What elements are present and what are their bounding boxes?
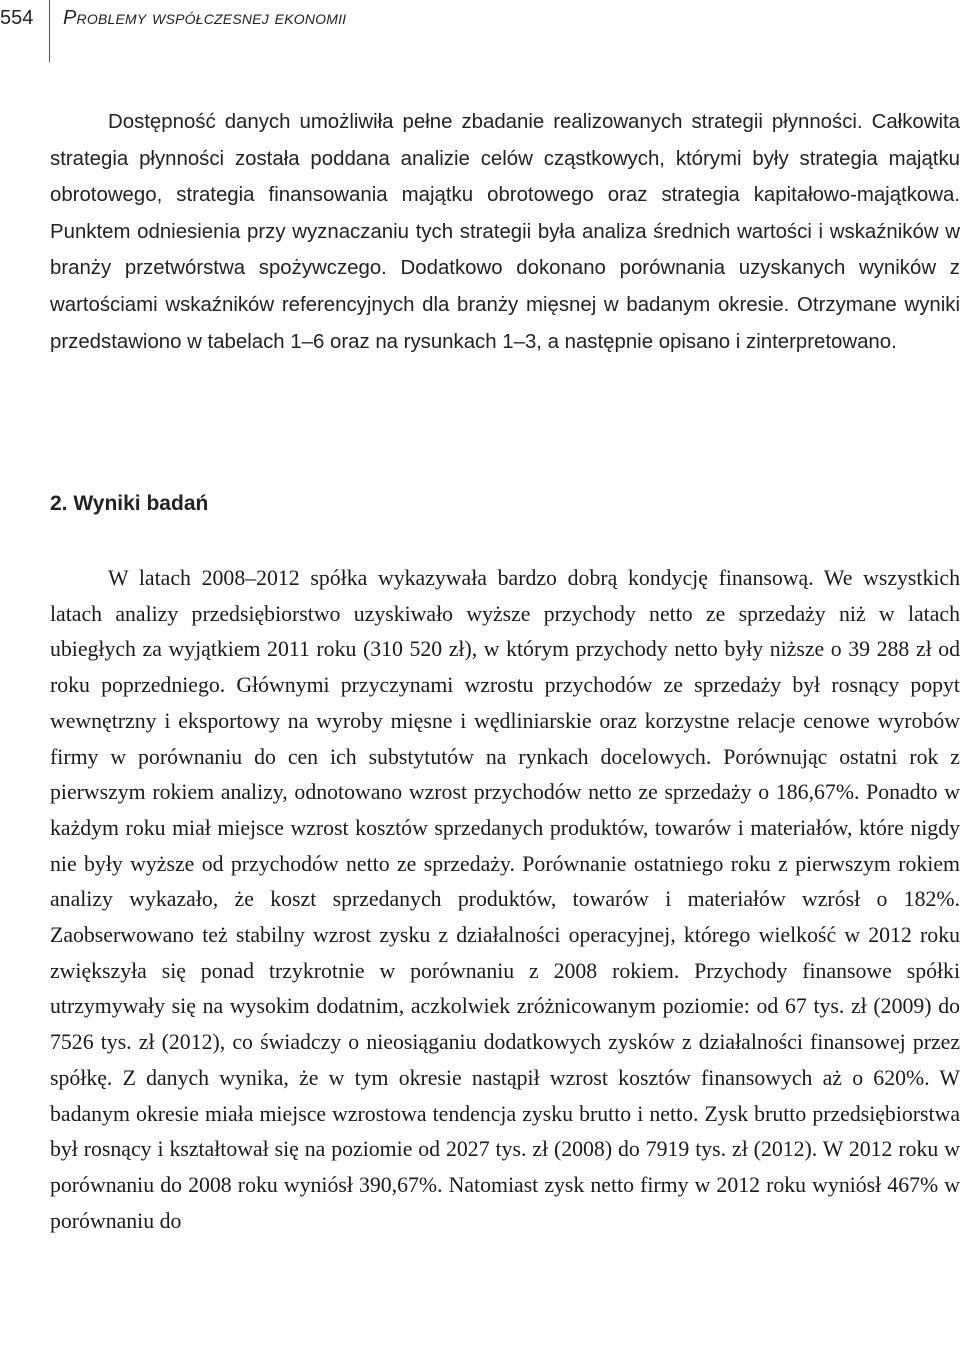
intro-paragraph: Dostępność danych umożliwiła pełne zbadanie realizowanych strategii płynności. Całkowita strategia płynności została poddana analizie celów cząstkowych, którymi były strategia majątku obrotowego, strategia finansowania majątku obrotowego oraz strategia kapitałowo-majątkowa. Punktem odniesienia przy wyznaczaniu tych strategii była analiza średnich wartości i wskaźników w branży przetwórstwa spożywczego. Dodatkowo dokonano porównania uzyskanych wyników z wartościami wskaźników referencyjnych dla branży mięsnej w badanym okresie. Otrzymane wyniki przedstawiono w tabelach 1–6 oraz na rysunkach 1–3, a następnie opisano i zinterpretowano. <box>50 111 960 353</box>
journal-title: Problemy współczesnej ekonomii <box>63 7 347 29</box>
page-number: 554 <box>0 7 34 29</box>
header-divider <box>49 0 50 62</box>
section-heading: 2. Wyniki badań <box>50 492 209 515</box>
results-paragraph: W latach 2008–2012 spółka wykazywała bardzo dobrą kondycję finansową. We wszystkich latach analizy przedsiębiorstwo uzyskiwało wyższe przychody netto ze sprzedaży niż w latach ubiegłych za wyjątkiem 2011 roku (310 520 zł), w którym przychody netto były niższe o 39 288 zł od roku poprzedniego. Głównymi przyczynami wzrostu przychodów ze sprzedaży był rosnący popyt wewnętrzny i eksportowy na wyroby mięsne i wędliniarskie oraz korzystne relacje cenowe wyrobów firmy w porównaniu do cen ich substytutów na rynkach docelowych. Porównując ostatni rok z pierwszym rokiem analizy, odnotowano wzrost przychodów netto ze sprzedaży o 186,67%. Ponadto w każdym roku miał miejsce wzrost kosztów sprzedanych produktów, towarów i materiałów, które nigdy nie były wyższe od przychodów netto ze sprzedaży. Porównanie ostatniego roku z pierwszym rokiem analizy wykazało, że koszt sprzedanych produktów, towarów i materiałów wzrósł o 182%. Zaobserwowano też stabilny wzrost zysku z działalności operacyjnej, którego wielkość w 2012 roku zwiększyła się ponad trzykrotnie w porównaniu z 2008 rokiem. Przychody finansowe spółki utrzymywały się na wysokim dodatnim, aczkolwiek zróżnicowanym poziomie: od 67 tys. zł (2009) do 7526 tys. zł (2012), co świadczy o nieosiąganiu dodatkowych zysków z działalności finansowej przez spółkę. Z danych wynika, że w tym okresie nastąpił wzrost kosztów finansowych aż o 620%. W badanym okresie miała miejsce wzrostowa tendencja zysku brutto i netto. Zysk brutto przedsiębiorstwa był rosnący i kształtował się na poziomie od 2027 tys. zł (2008) do 7919 tys. zł (2012). W 2012 roku w porównaniu do 2008 roku wyniósł 390,67%. Natomiast zysk netto firmy w 2012 roku wyniósł 467% w porównaniu do <box>50 566 960 1233</box>
running-header <box>0 0 960 62</box>
